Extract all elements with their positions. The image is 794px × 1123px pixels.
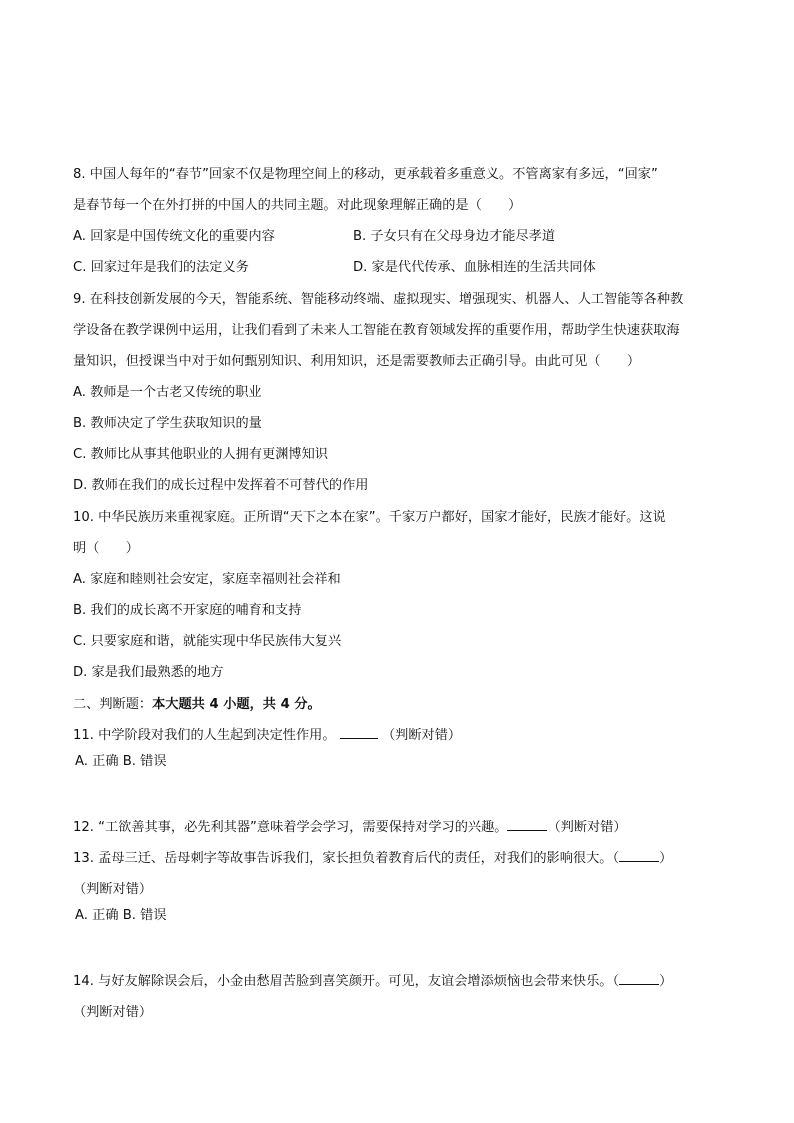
q9-stem-line1: 9. 在科技创新发展的今天，智能系统、智能移动终端、虚拟现实、增强现实、机器人、人工智能等各种教 bbox=[73, 292, 684, 307]
q8-stem-line2: 是春节每一个在外打拼的中国人的共同主题。对此现象理解正确的是（ ） bbox=[73, 198, 522, 213]
q13-stem-line2: （判断对错） bbox=[73, 882, 153, 897]
q13-close-paren: ） bbox=[659, 851, 673, 866]
q10-option-a: A. 家庭和睦则社会安定，家庭幸福则社会祥和 bbox=[73, 572, 341, 587]
q14-stem-line2: （判断对错） bbox=[73, 1005, 153, 1020]
q10-stem-line1: 10. 中华民族历来重视家庭。正所谓“天下之本在家”。千家万户都好，国家才能好，民族才能好。这说 bbox=[73, 510, 666, 525]
q10-stem-line2: 明（ ） bbox=[73, 541, 139, 556]
q13-stem bbox=[73, 849, 672, 869]
q8-option-d: D. 家是代代传承、血脉相连的生活共同体 bbox=[353, 260, 596, 275]
section-heading-detail: 本大题共 4 小题，共 4 分。 bbox=[152, 697, 321, 712]
section-heading-prefix: 二、判断题： bbox=[73, 697, 153, 712]
q11-answer-blank[interactable] bbox=[340, 726, 378, 739]
q9-stem-line3: 量知识，但授课当中对于如何甄别知识、利用知识，还是需要教师去正确引导。由此可见（ ） bbox=[73, 354, 641, 369]
q12-answer-blank[interactable] bbox=[507, 818, 547, 831]
q8-stem-line1: 8. 中国人每年的“春节”回家不仅是物理空间上的移动，更承载着多重意义。不管离家有多远，“回家” bbox=[73, 167, 658, 182]
q10-option-d: D. 家是我们最熟悉的地方 bbox=[73, 665, 224, 680]
q11-options: A. 正确 B. 错误 bbox=[75, 754, 167, 769]
q9-option-b: B. 教师决定了学生获取知识的量 bbox=[73, 416, 262, 431]
q8-option-a: A. 回家是中国传统文化的重要内容 bbox=[73, 229, 275, 244]
q14-text: 14. 与好友解除误会后，小金由愁眉苦脸到喜笑颜开。可见，友谊会增添烦恼也会带来快乐。（ bbox=[73, 974, 620, 989]
q11-text: 11. 中学阶段对我们的人生起到决定性作用。 bbox=[73, 728, 336, 743]
q10-option-c: C. 只要家庭和谐，就能实现中华民族伟大复兴 bbox=[73, 634, 342, 649]
q14-stem bbox=[73, 972, 672, 992]
q8-option-c: C. 回家过年是我们的法定义务 bbox=[73, 260, 249, 275]
q13-text: 13. 孟母三迁、岳母刺字等故事告诉我们，家长担负着教育后代的责任，对我们的影响很大。（ bbox=[73, 851, 620, 866]
q8-option-b: B. 子女只有在父母身边才能尽孝道 bbox=[353, 229, 556, 244]
q9-option-d: D. 教师在我们的成长过程中发挥着不可替代的作用 bbox=[73, 478, 369, 493]
q14-close-paren: ） bbox=[659, 974, 673, 989]
section-heading bbox=[73, 695, 321, 715]
q12-text: 12. “工欲善其事，必先利其器”意味着学会学习，需要保持对学习的兴趣。 bbox=[73, 820, 508, 835]
q13-options: A. 正确 B. 错误 bbox=[75, 908, 167, 923]
q9-stem-line2: 学设备在教学课例中运用，让我们看到了未来人工智能在教育领域发挥的重要作用，帮助学生快速获取海 bbox=[73, 323, 680, 338]
q9-option-a: A. 教师是一个古老又传统的职业 bbox=[73, 385, 262, 400]
q12-suffix: （判断对错） bbox=[547, 820, 627, 835]
q11-stem bbox=[73, 726, 461, 746]
q13-answer-blank[interactable] bbox=[619, 849, 659, 862]
q12-stem bbox=[73, 818, 627, 838]
q14-answer-blank[interactable] bbox=[619, 972, 659, 985]
q10-option-b: B. 我们的成长离不开家庭的哺育和支持 bbox=[73, 603, 302, 618]
q11-suffix: （判断对错） bbox=[381, 728, 462, 743]
q9-option-c: C. 教师比从事其他职业的人拥有更渊博知识 bbox=[73, 447, 328, 462]
